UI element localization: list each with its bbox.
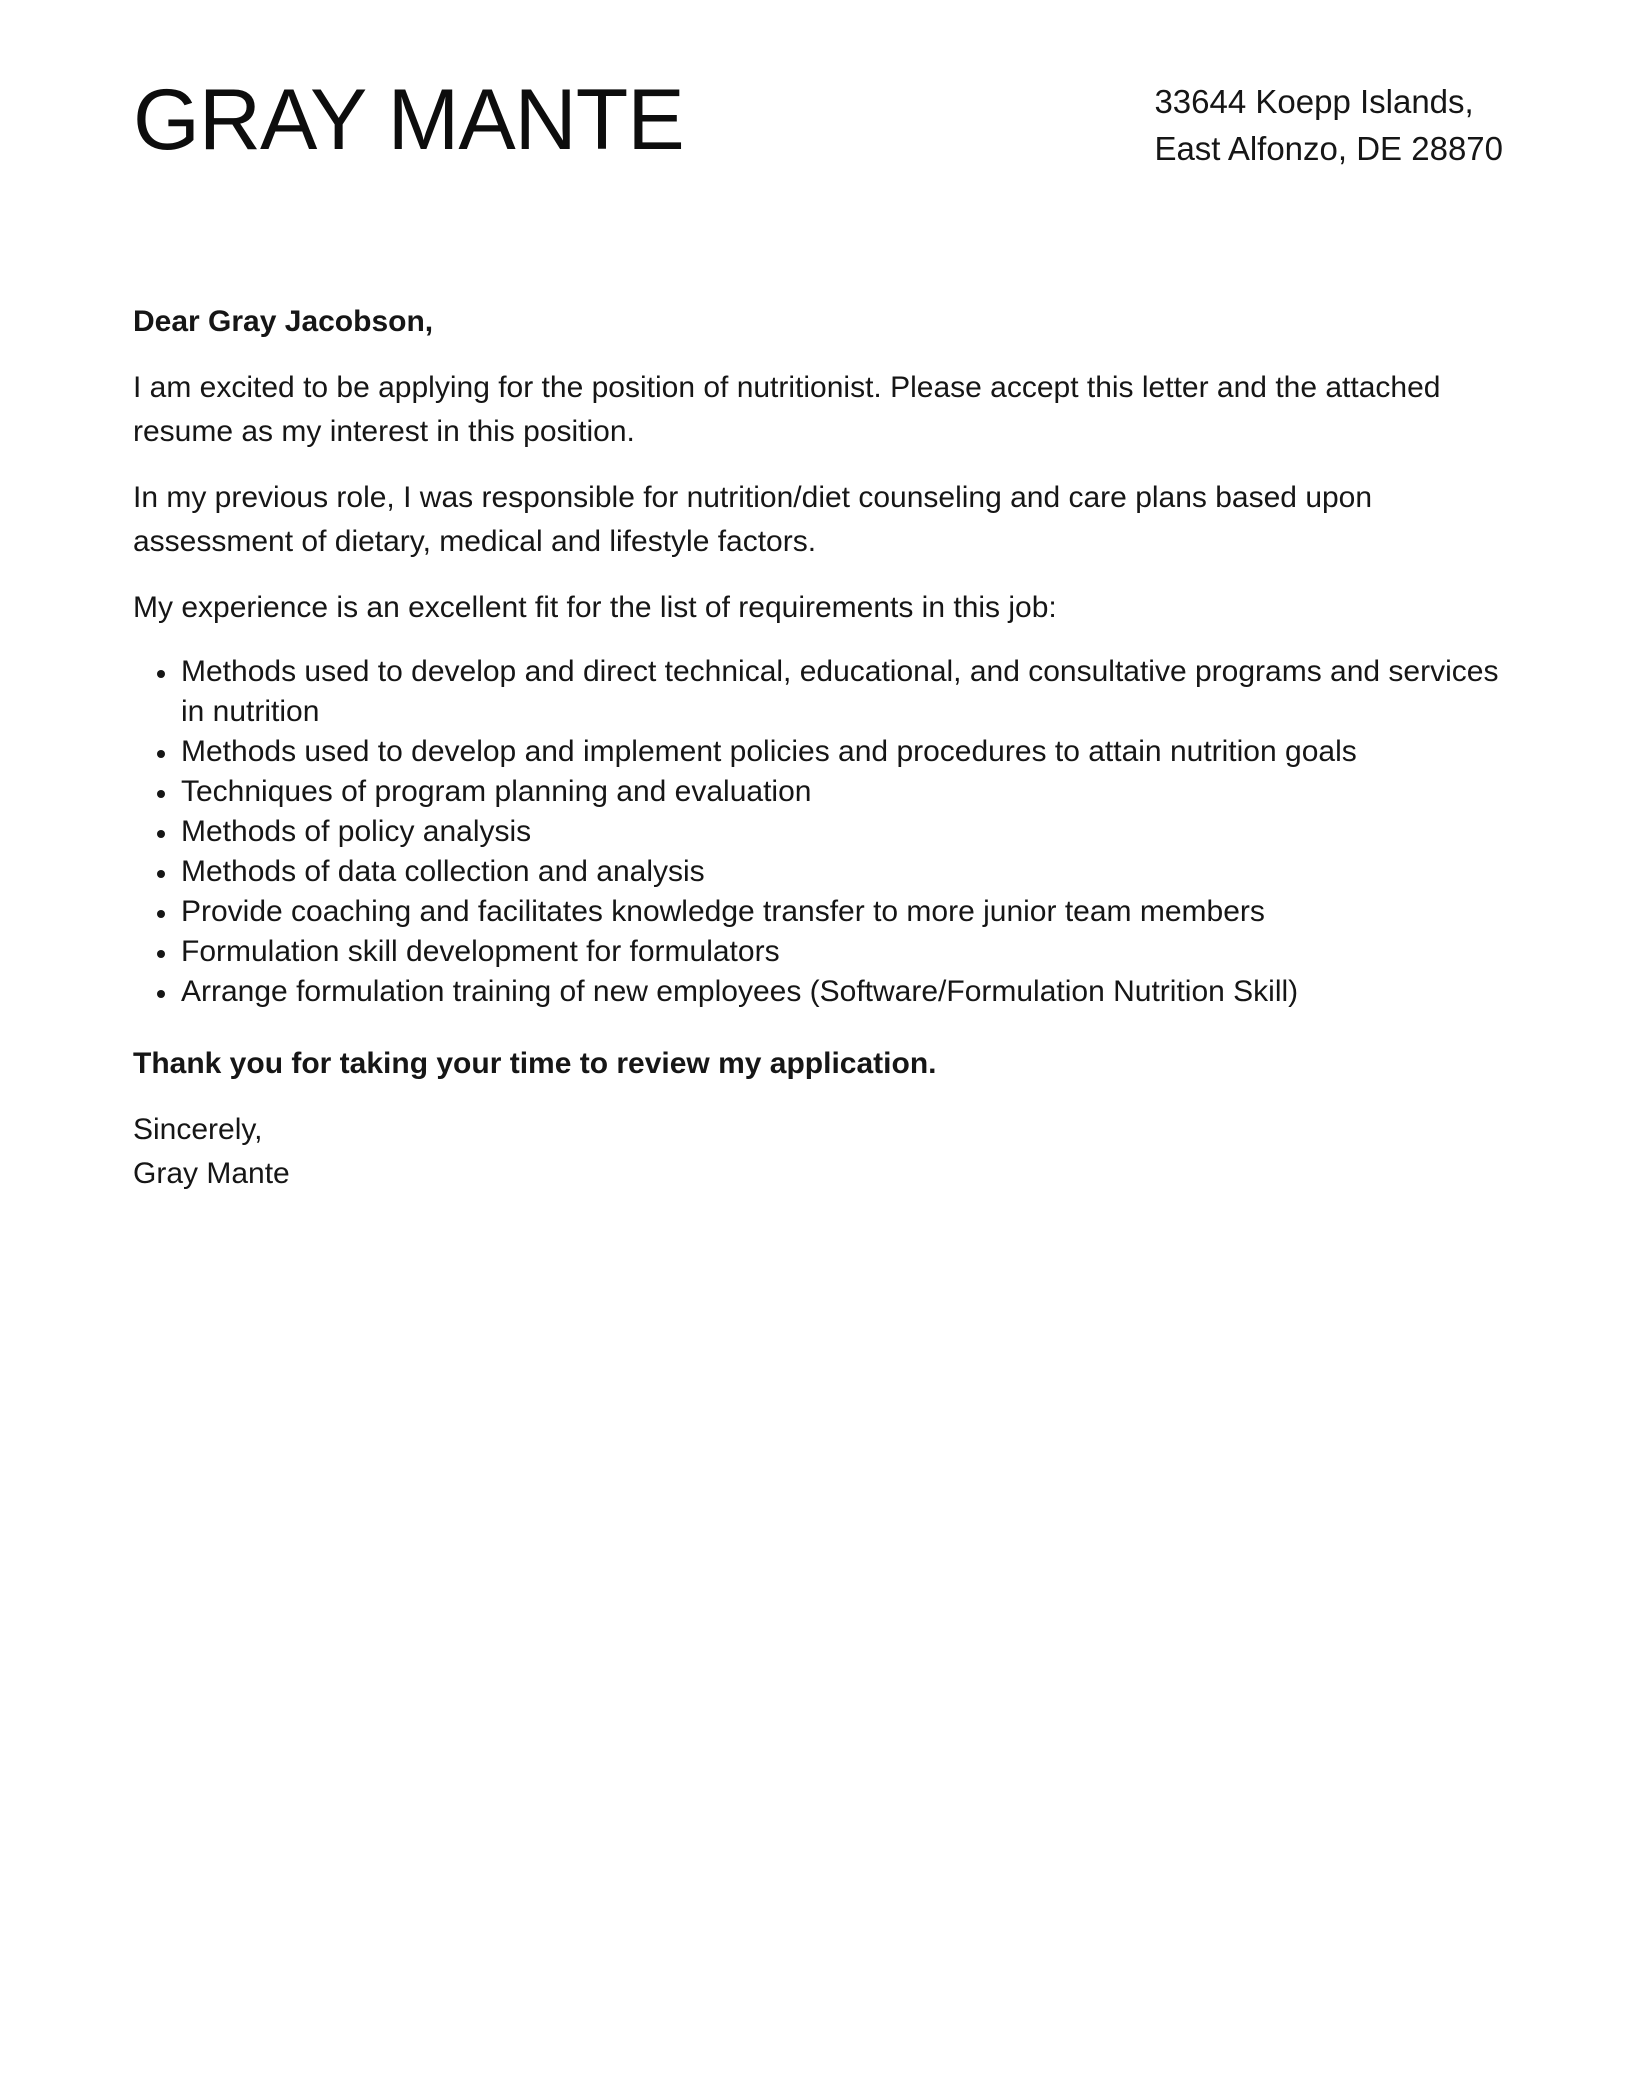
- address-line-2: East Alfonzo, DE 28870: [1154, 130, 1503, 167]
- letter-body: [133, 300, 1503, 1196]
- applicant-address: [1154, 78, 1503, 172]
- closing-block: [133, 1108, 1503, 1196]
- requirements-list: [133, 652, 1503, 1012]
- letter-header: [133, 70, 1503, 190]
- intro-paragraph: I am excited to be applying for the position of nutritionist. Please accept this letter and the attached resume as my interest in this position.: [133, 371, 1441, 448]
- address-line-1: 33644 Koepp Islands,: [1154, 83, 1474, 120]
- list-item: Methods of policy analysis: [181, 812, 1503, 852]
- list-item: Arrange formulation training of new employees (Software/Formulation Nutrition Skill): [181, 972, 1503, 1012]
- list-item: Techniques of program planning and evaluation: [181, 772, 1503, 812]
- thank-you-line: Thank you for taking your time to review my application.: [133, 1047, 937, 1080]
- list-item: Methods used to develop and direct technical, educational, and consultative programs and services in nutrition: [181, 652, 1503, 732]
- list-item: Methods used to develop and implement policies and procedures to attain nutrition goals: [181, 732, 1503, 772]
- experience-paragraph: In my previous role, I was responsible for nutrition/diet counseling and care plans based upon assessment of dietary, medical and lifestyle factors.: [133, 481, 1373, 558]
- list-item: Methods of data collection and analysis: [181, 852, 1503, 892]
- list-item: Formulation skill development for formulators: [181, 932, 1503, 972]
- signature-name: Gray Mante: [133, 1157, 290, 1190]
- requirements-intro: My experience is an excellent fit for the list of requirements in this job:: [133, 591, 1057, 624]
- list-item: Provide coaching and facilitates knowledge transfer to more junior team members: [181, 892, 1503, 932]
- salutation: Dear Gray Jacobson,: [133, 305, 434, 338]
- applicant-name: GRAY MANTE: [133, 72, 684, 168]
- closing-text: Sincerely,: [133, 1113, 263, 1146]
